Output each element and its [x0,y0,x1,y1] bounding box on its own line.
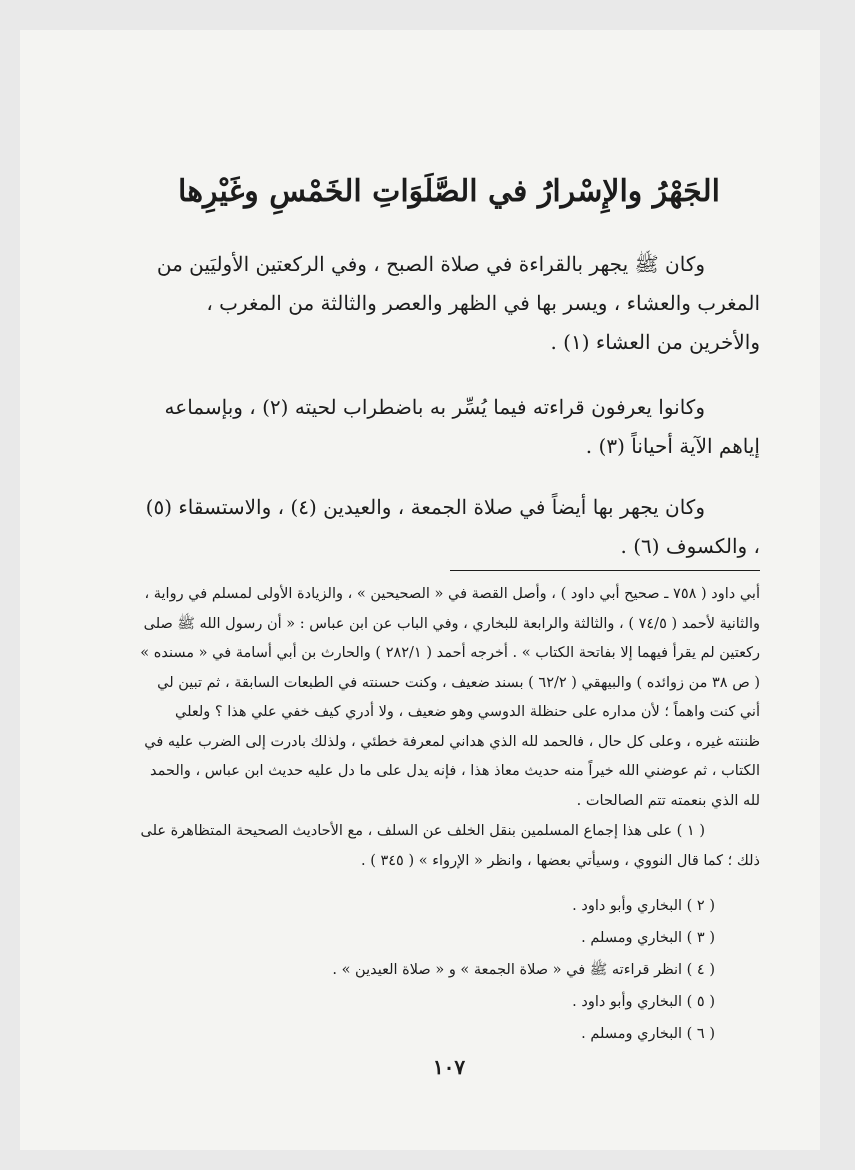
footnote-item: ( ٥ ) البخاري وأبو داود . [572,994,715,1010]
chapter-title: الجَهْرُ والإِسْرارُ في الصَّلَوَاتِ الخَمْسِ وغَيْرِها [178,174,720,209]
footnote-separator [450,570,760,571]
book-page [20,30,820,1150]
body-paragraph: وكان ﷺ يجهر بالقراءة في صلاة الصبح ، وفي الركعتين الأوليَين من المغرب والعشاء ، ويسر بها في الظهر والعصر والثالثة من المغرب ، والأخرين من العشاء (١) . [156,252,760,354]
footnote-continuation: أبي داود ( ٧٥٨ ـ صحيح أبي داود ) ، وأصل القصة في « الصحيحين » ، والزيادة الأولى لمسلم في رواية ، والثانية لأحمد ( ٧٤/٥ ) ، والثالثة والرابعة للبخاري ، وفي الباب عن ابن عباس : « أن رسول الله ﷺ صلى ركعتين لم يقرأ فيهما إلا بفاتحة الكتاب » . أخرجه أحمد ( ٢٨٢/١ ) والحارث بن أبي أسامة في « مسنده » ( ص ٣٨ من زوائده ) والبيهقي ( ٦٢/٢ ) بسند ضعيف ، وكنت حسنته في الطبعات السابقة ، ثم تبين لي أني كنت واهماً ؛ لأن مداره على حنظلة الدوسي وهو ضعيف ، ولا أدري كيف خفي علي هذا ؟ ولعلي ظننته غيره ، وعلى كل حال ، فالحمد لله الذي هداني لمعرفة خطئي ، ولذلك بادرت إلى الضرب عليه في الكتاب ، ثم عوضني الله خيراً منه حديث معاذ هذا ، فإنه يدل على ما دل عليه حديث ابن عباس ، والحمد لله الذي بنعمته تتم الصالحات . [140,586,760,809]
page-number: ١٠٧ [432,1055,466,1079]
footnote-item: ( ٦ ) البخاري ومسلم . [581,1026,715,1042]
footnote-list [138,890,760,1050]
footnote-1: ( ١ ) على هذا إجماع المسلمين بنقل الخلف عن السلف ، مع الأحاديث الصحيحة المتظاهرة على ذلك ؛ كما قال النووي ، وسيأتي بعضها ، وانظر « الإرواء » ( ٣٤٥ ) . [140,823,760,869]
footnote-item: ( ٢ ) البخاري وأبو داود . [572,898,715,914]
body-paragraph: وكانوا يعرفون قراءته فيما يُسِّر به باضطراب لحيته (٢) ، وبإسماعه إياهم الآية أحياناً (٣) . [164,395,760,458]
footnote-item: ( ٣ ) البخاري ومسلم . [581,930,715,946]
footnote-item: ( ٤ ) انظر قراءته ﷺ في « صلاة الجمعة » و « صلاة العيدين » . [332,962,715,978]
body-paragraph: وكان يجهر بها أيضاً في صلاة الجمعة ، والعيدين (٤) ، والاستسقاء (٥) ، والكسوف (٦) . [145,495,760,558]
